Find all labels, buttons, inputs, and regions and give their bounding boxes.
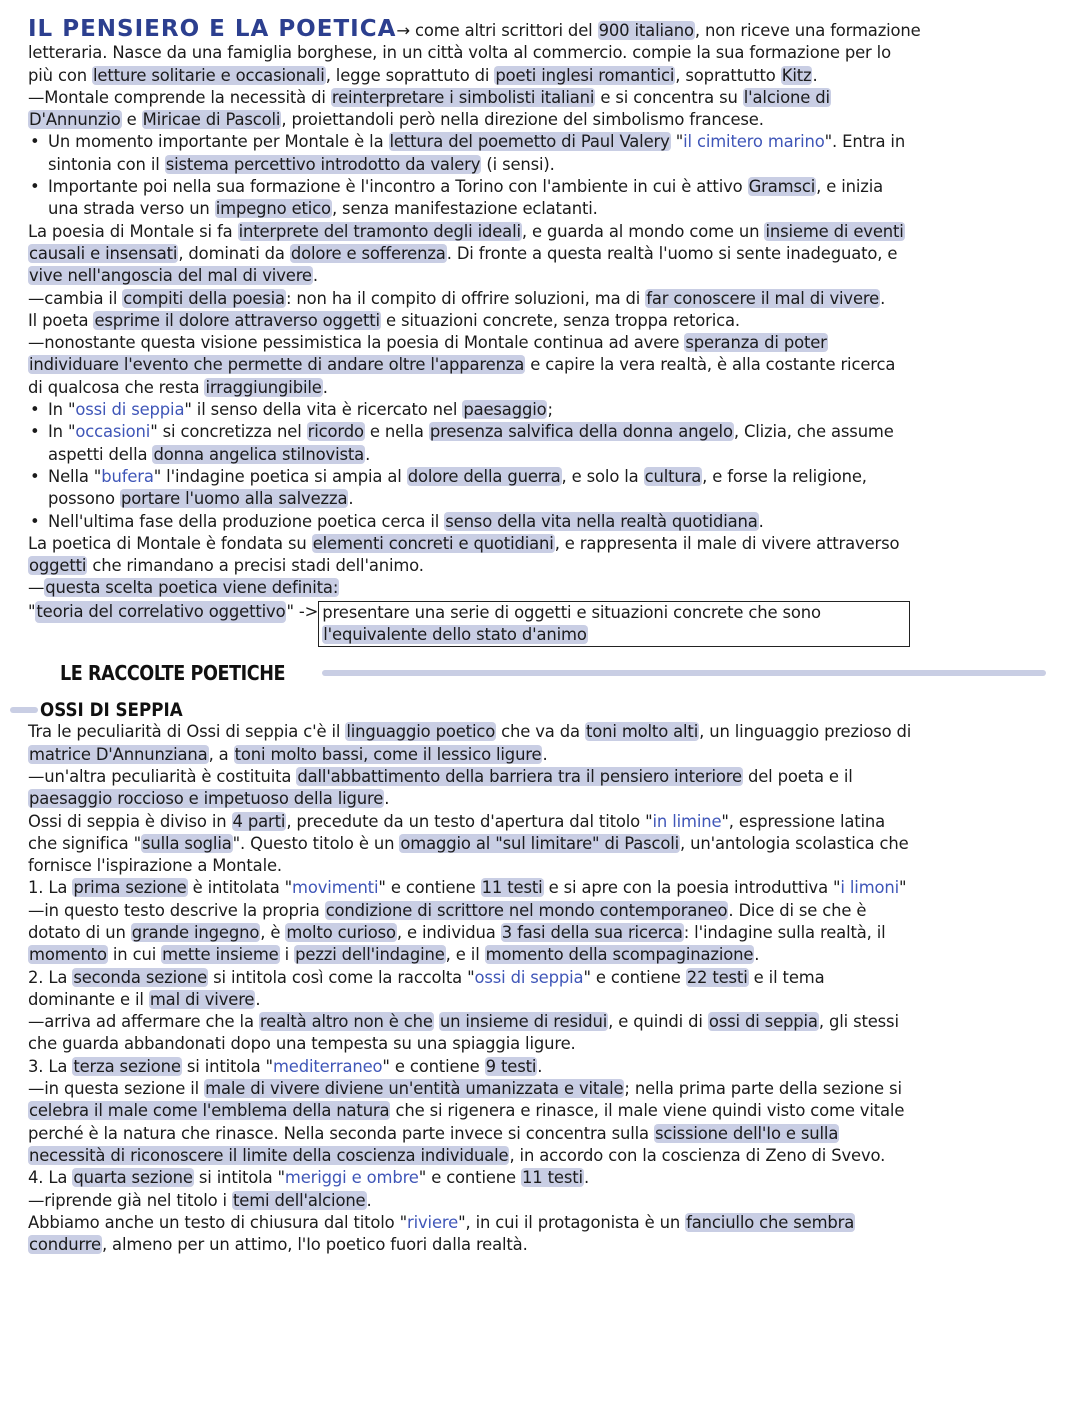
text-span: si intitola " xyxy=(181,1056,273,1076)
highlighted-text: mette insieme xyxy=(162,945,279,965)
highlighted-text: matrice D'Annunziana xyxy=(29,744,208,764)
highlighted-text: prima sezione xyxy=(73,878,187,898)
text-line xyxy=(28,221,1050,243)
text-span: ", espressione latina xyxy=(721,811,886,831)
highlighted-text: lettura del poemetto di Paul Valery xyxy=(389,132,670,152)
text-span: e il tema xyxy=(748,967,825,987)
text-span: —in questa sezione il xyxy=(28,1079,205,1099)
text-span: , e rappresenta il male di vivere attraverso xyxy=(554,533,900,553)
title-reference: mediterraneo xyxy=(272,1056,383,1076)
text-line xyxy=(28,154,1050,176)
text-span: → xyxy=(396,21,410,40)
section-title-ossi: OSSI DI SEPPIA xyxy=(40,699,183,722)
text-span: —riprende già nel titolo i xyxy=(28,1190,233,1210)
text-span: e nella xyxy=(364,422,429,442)
correlativo-row xyxy=(28,601,1050,648)
highlighted-text: causali e insensati xyxy=(29,243,178,263)
text-span: , e inizia xyxy=(816,177,884,197)
highlighted-text: terza sezione xyxy=(73,1056,181,1076)
text-line xyxy=(28,1212,1050,1234)
highlighted-text: 11 testi xyxy=(481,878,543,898)
highlighted-text: l'equivalente dello stato d'animo xyxy=(323,625,587,645)
bullet-item xyxy=(28,131,1050,153)
text-line xyxy=(28,855,1050,877)
ossi-heading xyxy=(10,699,1050,721)
text-span: letteraria. Nasce da una famiglia borghese, in un città volta al commercio. compie la sua formazione per lo xyxy=(28,43,891,63)
text-span: ". Entra in xyxy=(824,132,906,152)
highlighted-text: reinterpretare i simbolisti italiani xyxy=(331,87,595,107)
text-span: " e contiene xyxy=(382,1056,485,1076)
highlighted-text: Miricae di Pascoli xyxy=(142,110,281,130)
title-reference: movimenti xyxy=(292,878,379,898)
text-span: . xyxy=(537,1056,543,1076)
title-reference: ossi di seppia xyxy=(474,967,584,987)
text-span: " il senso della vita è ricercato nel xyxy=(184,400,463,420)
text-span: " -> xyxy=(286,601,319,621)
text-span: La poetica di Montale è fondata su xyxy=(28,533,312,553)
text-span: " xyxy=(670,132,684,152)
bullet-item xyxy=(28,176,1050,198)
definition-box xyxy=(318,601,910,648)
text-line xyxy=(28,109,1050,131)
highlighted-text: dolore e sofferenza xyxy=(290,243,446,263)
text-span: i xyxy=(279,945,295,965)
text-span: , Clizia, che assume xyxy=(733,422,894,442)
highlighted-text: 22 testi xyxy=(686,967,748,987)
highlighted-text: presenza salvifica della donna angelo xyxy=(429,422,733,442)
text-span: , in accordo con la coscienza di Zeno di Svevo. xyxy=(509,1145,886,1165)
highlighted-text: condizione di scrittore nel mondo contemporaneo xyxy=(325,900,728,920)
text-span: , gli stessi xyxy=(818,1012,899,1032)
title-reference: meriggi e ombre xyxy=(284,1168,419,1188)
text-line xyxy=(28,288,1050,310)
text-span: , soprattutto xyxy=(675,65,781,85)
text-span: . Dice di se che è xyxy=(728,900,867,920)
text-line xyxy=(28,900,1050,922)
text-span: , precedute da un testo d'apertura dal titolo " xyxy=(286,811,653,831)
text-span: . xyxy=(583,1168,589,1188)
text-span: —nonostante questa visione pessimistica la poesia di Montale continua ad avere xyxy=(28,333,685,353)
text-span: 2. La xyxy=(28,967,73,987)
text-span: : non ha il compito di offrire soluzioni, ma di xyxy=(285,288,646,308)
text-span: . xyxy=(758,511,764,531)
text-line xyxy=(28,1123,1050,1145)
text-span: possono xyxy=(48,489,120,509)
text-line xyxy=(28,332,1050,354)
text-span: ; xyxy=(547,400,553,420)
text-line xyxy=(28,721,1050,743)
highlighted-text: D'Annunzio xyxy=(29,110,121,130)
text-line xyxy=(28,833,1050,855)
highlighted-text: 3 fasi della sua ricerca xyxy=(501,922,683,942)
text-span: più con xyxy=(28,65,92,85)
text-span: " xyxy=(28,601,36,621)
bullet-item xyxy=(28,399,1050,421)
text-line xyxy=(28,265,1050,287)
title-reference: riviere xyxy=(407,1212,459,1232)
title-reference: i limoni xyxy=(840,878,900,898)
highlighted-text: oggetti xyxy=(29,556,87,576)
numbered-item xyxy=(28,877,1050,899)
highlighted-text: scissione dell'Io e sulla xyxy=(654,1123,839,1143)
highlighted-text: paesaggio roccioso e impetuoso della ligure xyxy=(29,789,384,809)
text-span: e si apre con la poesia introduttiva " xyxy=(543,878,841,898)
highlighted-text: toni molto bassi, come il lessico ligure xyxy=(234,744,542,764)
text-span: che si rigenera e rinasce, il male viene quindi visto come vitale xyxy=(390,1101,905,1121)
text-span: . xyxy=(754,945,760,965)
text-span: dotato di un xyxy=(28,922,131,942)
highlighted-text: toni molto alti xyxy=(585,722,699,742)
highlighted-text: momento della scompaginazione xyxy=(485,945,754,965)
text-line xyxy=(28,555,1050,577)
text-line xyxy=(28,243,1050,265)
text-span: ". Questo titolo è un xyxy=(232,833,400,853)
text-line xyxy=(28,354,1050,376)
highlighted-text: linguaggio poetico xyxy=(346,722,496,742)
highlighted-text: individuare l'evento che permette di andare oltre l'apparenza xyxy=(29,355,525,375)
highlighted-text: irraggiungibile xyxy=(205,377,322,397)
text-span: : l'indagine sulla realtà, il xyxy=(683,922,886,942)
section-title-raccolte: LE RACCOLTE POETICHE xyxy=(60,661,286,686)
highlighted-text: 9 testi xyxy=(485,1056,537,1076)
highlighted-text: compiti della poesia xyxy=(123,288,285,308)
highlighted-text: teoria del correlativo oggettivo xyxy=(35,601,286,623)
bullet-item xyxy=(28,511,1050,533)
text-span: è intitolata " xyxy=(187,878,293,898)
text-span: e situazioni concrete, senza troppa retorica. xyxy=(380,310,740,330)
text-span: Importante poi nella sua formazione è l'incontro a Torino con l'ambiente in cui è attivo xyxy=(48,177,748,197)
section-title-poetica: IL PENSIERO E LA POETICA xyxy=(28,16,397,42)
text-span: come altri scrittori del xyxy=(409,21,598,40)
bullet-item xyxy=(28,421,1050,443)
text-span: . xyxy=(365,444,371,464)
text-span: in cui xyxy=(107,945,162,965)
text-span: , e solo la xyxy=(561,466,644,486)
text-span: " e contiene xyxy=(583,967,686,987)
highlighted-text: ricordo xyxy=(307,422,364,442)
text-span: , e forse la religione, xyxy=(702,466,867,486)
text-span: perché è la natura che rinasce. Nella seconda parte invece si concentra sulla xyxy=(28,1123,654,1143)
highlighted-text: impegno etico xyxy=(215,199,331,219)
text-span: , legge soprattuto di xyxy=(325,65,495,85)
text-span: fornisce l'ispirazione a Montale. xyxy=(28,856,282,876)
highlighted-text: un insieme di residui xyxy=(439,1012,608,1032)
text-span: —cambia il xyxy=(28,288,123,308)
text-span: , non riceve una formazione xyxy=(694,21,921,40)
text-line xyxy=(28,444,1050,466)
highlighted-text: quarta sezione xyxy=(73,1168,193,1188)
text-span: ", in cui il protagonista è un xyxy=(458,1212,686,1232)
text-span: , senza manifestazione eclatanti. xyxy=(331,199,598,219)
text-line xyxy=(28,533,1050,555)
text-span: che guarda abbandonati dopo una tempesta su una spiaggia ligure. xyxy=(28,1034,576,1054)
text-span: . xyxy=(255,989,261,1009)
text-span: . Di fronte a questa realtà l'uomo si sente inadeguato, e xyxy=(446,243,898,263)
text-line xyxy=(28,488,1050,510)
numbered-item xyxy=(28,1056,1050,1078)
highlighted-text: 900 italiano xyxy=(598,21,694,40)
text-span: . xyxy=(312,266,318,286)
highlighted-text: fanciullo che sembra xyxy=(686,1212,855,1232)
text-span: 1. La xyxy=(28,878,73,898)
text-line xyxy=(28,577,1050,599)
text-span: , e quindi di xyxy=(608,1012,708,1032)
text-span: " si concretizza nel xyxy=(150,422,307,442)
text-span: , dominati da xyxy=(178,243,290,263)
text-span: , un linguaggio prezioso di xyxy=(699,722,912,742)
text-line xyxy=(28,788,1050,810)
title-reference: occasioni xyxy=(75,422,151,442)
highlighted-text: speranza di poter xyxy=(685,333,827,353)
text-line xyxy=(28,1100,1050,1122)
heading-marker xyxy=(10,707,38,713)
text-span: , e guarda al mondo come un xyxy=(521,221,765,241)
highlighted-text: 11 testi xyxy=(522,1168,583,1188)
text-span: Il poeta xyxy=(28,310,94,330)
highlighted-text: cultura xyxy=(644,466,702,486)
text-span: Abbiamo anche un testo di chiusura dal titolo " xyxy=(28,1212,408,1232)
text-span: sintonia con il xyxy=(48,154,165,174)
text-span: , e individua xyxy=(396,922,501,942)
highlighted-text: ossi di seppia xyxy=(708,1012,818,1032)
text-span: . xyxy=(812,65,818,85)
highlighted-text: far conoscere il mal di vivere xyxy=(646,288,880,308)
text-span: " e contiene xyxy=(378,878,481,898)
numbered-item xyxy=(28,1167,1050,1189)
title-reference: ossi di seppia xyxy=(75,400,185,420)
highlighted-text: donna angelica stilnovista xyxy=(153,444,365,464)
highlighted-text: Gramsci xyxy=(748,177,816,197)
bullet-item xyxy=(28,466,1050,488)
highlighted-text: l'alcione di xyxy=(743,87,830,107)
highlighted-text: dolore della guerra xyxy=(407,466,561,486)
text-line xyxy=(28,766,1050,788)
highlighted-text: sistema percettivo introdotto da valery xyxy=(165,154,481,174)
text-span: , proiettandoli però nella direzione del simbolismo francese. xyxy=(281,110,764,130)
text-span: del poeta e il xyxy=(742,766,853,786)
numbered-item xyxy=(28,967,1050,989)
highlighted-text: questa scelta poetica viene definita: xyxy=(45,578,339,598)
text-span: . xyxy=(542,744,548,764)
text-span: " e contiene xyxy=(418,1168,522,1188)
text-span: e xyxy=(121,110,142,130)
text-span: 4. La xyxy=(28,1168,73,1188)
text-span: " xyxy=(899,878,907,898)
highlighted-text: pezzi dell'indagine xyxy=(295,945,445,965)
highlighted-text: realtà altro non è che xyxy=(259,1012,433,1032)
text-line xyxy=(28,1234,1050,1256)
text-span: che rimandano a precisi stadi dell'animo. xyxy=(87,556,424,576)
highlighted-text: 4 parti xyxy=(232,811,286,831)
text-span: — xyxy=(28,578,45,598)
raccolte-heading xyxy=(28,661,1050,685)
highlighted-text: temi dell'alcione xyxy=(233,1190,366,1210)
highlighted-text: dall'abbattimento della barriera tra il pensiero interiore xyxy=(297,766,742,786)
text-span: aspetti della xyxy=(48,444,153,464)
highlighted-text: omaggio al "sul limitare" di Pascoli xyxy=(400,833,680,853)
text-span: " l'indagine poetica si ampia al xyxy=(153,466,407,486)
highlighted-text: grande ingegno xyxy=(131,922,260,942)
intro-line-1 xyxy=(28,18,1050,42)
highlighted-text: momento xyxy=(29,945,107,965)
text-span: di qualcosa che resta xyxy=(28,377,205,397)
text-span: 3. La xyxy=(28,1056,73,1076)
text-span: che va da xyxy=(496,722,585,742)
text-span: si intitola " xyxy=(193,1168,285,1188)
text-line xyxy=(28,1190,1050,1212)
text-span: , a xyxy=(208,744,234,764)
text-line xyxy=(28,1011,1050,1033)
text-span: e si concentra su xyxy=(595,87,743,107)
text-span: . xyxy=(322,377,328,397)
text-line xyxy=(28,377,1050,399)
text-span: Un momento importante per Montale è la xyxy=(48,132,389,152)
highlighted-text: vive nell'angoscia del mal di vivere xyxy=(29,266,312,286)
title-reference: bufera xyxy=(101,466,154,486)
text-span: dominante e il xyxy=(28,989,149,1009)
text-span: . xyxy=(384,789,390,809)
text-span: —in questo testo descrive la propria xyxy=(28,900,325,920)
text-span: . xyxy=(880,288,886,308)
text-line xyxy=(28,42,1050,64)
highlighted-text: insieme di eventi xyxy=(765,221,904,241)
text-span: —Montale comprende la necessità di xyxy=(28,87,331,107)
text-line xyxy=(28,1033,1050,1055)
text-line xyxy=(28,87,1050,109)
highlighted-text: elementi concreti e quotidiani xyxy=(312,533,554,553)
highlighted-text: poeti inglesi romantici xyxy=(495,65,675,85)
highlighted-text: male di vivere diviene un'entità umanizzata e vitale xyxy=(205,1079,624,1099)
text-span: —arriva ad affermare che la xyxy=(28,1012,259,1032)
highlighted-text: portare l'uomo alla salvezza xyxy=(120,489,348,509)
text-line xyxy=(28,811,1050,833)
text-span: , e il xyxy=(445,945,485,965)
text-line xyxy=(28,989,1050,1011)
text-line xyxy=(28,922,1050,944)
text-span: Nella " xyxy=(48,466,102,486)
text-line xyxy=(28,744,1050,766)
text-line xyxy=(28,198,1050,220)
text-line xyxy=(28,65,1050,87)
highlighted-text: esprime il dolore attraverso oggetti xyxy=(94,310,380,330)
text-span: In " xyxy=(48,400,76,420)
text-span: —un'altra peculiarità è costituita xyxy=(28,766,297,786)
title-reference: in limine xyxy=(652,811,722,831)
highlighted-text: condurre xyxy=(29,1235,101,1255)
text-line xyxy=(28,1078,1050,1100)
title-reference: il cimitero marino xyxy=(683,132,825,152)
text-span: , un'antologia scolastica che xyxy=(680,833,909,853)
highlighted-text: molto curioso xyxy=(286,922,396,942)
text-span: In " xyxy=(48,422,76,442)
text-span: Nell'ultima fase della produzione poetica cerca il xyxy=(48,511,445,531)
text-span: Tra le peculiarità di Ossi di seppia c'è il xyxy=(28,722,346,742)
text-line xyxy=(28,944,1050,966)
text-span: . xyxy=(348,489,354,509)
highlighted-text: celebra il male come l'emblema della natura xyxy=(29,1101,390,1121)
highlighted-text: interprete del tramonto degli ideali xyxy=(238,221,521,241)
text-span: Ossi di seppia è diviso in xyxy=(28,811,232,831)
text-span: La poesia di Montale si fa xyxy=(28,221,238,241)
highlighted-text: sulla soglia xyxy=(142,833,232,853)
text-span: ; nella prima parte della sezione si xyxy=(624,1079,902,1099)
text-span: si intitola così come la raccolta " xyxy=(208,967,475,987)
highlighted-text: Kitz xyxy=(781,65,812,85)
heading-rule xyxy=(322,670,1046,676)
highlighted-text: letture solitarie e occasionali xyxy=(93,65,325,85)
highlighted-text: paesaggio xyxy=(463,400,547,420)
highlighted-text: seconda sezione xyxy=(73,967,208,987)
text-span: presentare una serie di oggetti e situazioni concrete che sono xyxy=(322,602,821,622)
text-span: una strada verso un xyxy=(48,199,215,219)
text-span: , almeno per un attimo, l'Io poetico fuori dalla realtà. xyxy=(101,1235,528,1255)
highlighted-text: senso della vita nella realtà quotidiana xyxy=(445,511,758,531)
text-line xyxy=(28,310,1050,332)
text-line xyxy=(28,1145,1050,1167)
text-span: , è xyxy=(260,922,286,942)
text-span: . xyxy=(366,1190,372,1210)
highlighted-text: mal di vivere xyxy=(149,989,255,1009)
highlighted-text: necessità di riconoscere il limite della coscienza individuale xyxy=(29,1145,509,1165)
text-span: e capire la vera realtà, è alla costante ricerca xyxy=(525,355,896,375)
text-span: (i sensi). xyxy=(481,154,555,174)
text-span: che significa " xyxy=(28,833,142,853)
